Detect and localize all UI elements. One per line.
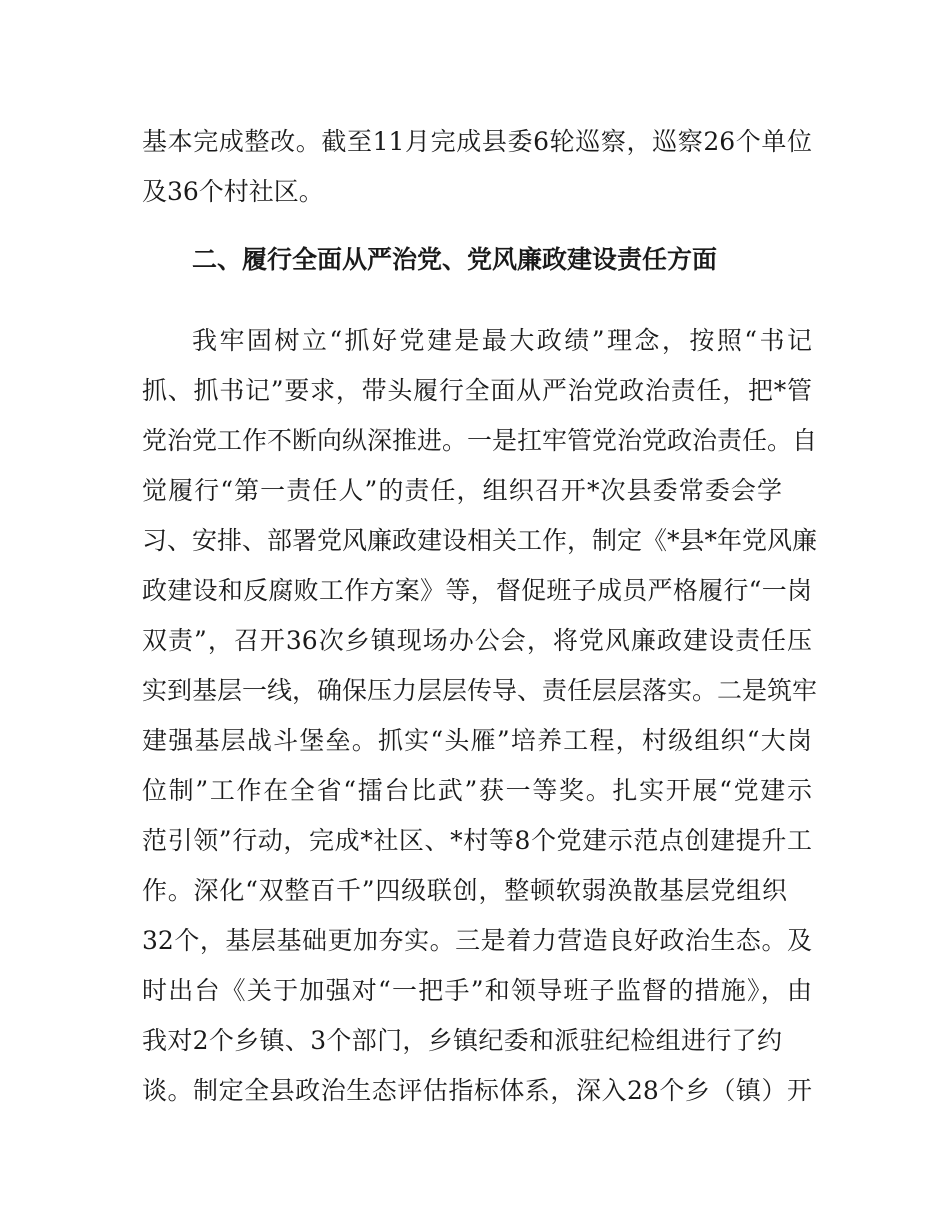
text-line: 32个，基层基础更加夯实。三是着力营造良好政治生态。及 <box>142 926 812 955</box>
text-line: 作。深化“双整百千”四级联创，整顿软弱涣散基层党组织 <box>142 876 787 905</box>
text-line: 觉履行“第一责任人”的责任，组织召开*次县委常委会学 <box>142 476 782 505</box>
text-line: 实到基层一线，确保压力层层传导、责任层层落实。二是筑牢 <box>142 676 818 705</box>
text-line: 建强基层战斗堡垒。抓实“头雁”培养工程，村级组织“大岗 <box>142 726 812 755</box>
text-line: 我牢固树立“抓好党建是最大政绩”理念，按照“书记 <box>192 326 812 355</box>
text-line: 基本完成整改。截至11月完成县委6轮巡察，巡察26个单位 <box>142 127 812 156</box>
text-line: 我对2个乡镇、3个部门，乡镇纪委和派驻纪检组进行了约 <box>142 1026 782 1055</box>
text-line: 谈。制定全县政治生态评估指标体系，深入28个乡（镇）开 <box>142 1076 812 1105</box>
text-line: 及36个村社区。 <box>142 177 324 206</box>
text-line: 位制”工作在全省“擂台比武”获一等奖。扎实开展“党建示 <box>142 776 812 805</box>
section-heading: 二、履行全面从严治党、党风廉政建设责任方面 <box>192 245 718 274</box>
text-line: 政建设和反腐败工作方案》等，督促班子成员严格履行“一岗 <box>142 576 812 605</box>
text-line: 双责”，召开36次乡镇现场办公会，将党风廉政建设责任压 <box>142 626 812 655</box>
text-line: 抓、抓书记”要求，带头履行全面从严治党政治责任，把*管 <box>142 376 812 405</box>
text-line: 习、安排、部署党风廉政建设相关工作，制定《*县*年党风廉 <box>142 526 818 555</box>
text-line: 党治党工作不断向纵深推进。一是扛牢管党治党政治责任。自 <box>142 426 818 455</box>
text-line: 时出台《关于加强对“一把手”和领导班子监督的措施》，由 <box>142 976 812 1005</box>
text-line: 范引领”行动，完成*社区、*村等8个党建示范点创建提升工 <box>142 826 812 855</box>
